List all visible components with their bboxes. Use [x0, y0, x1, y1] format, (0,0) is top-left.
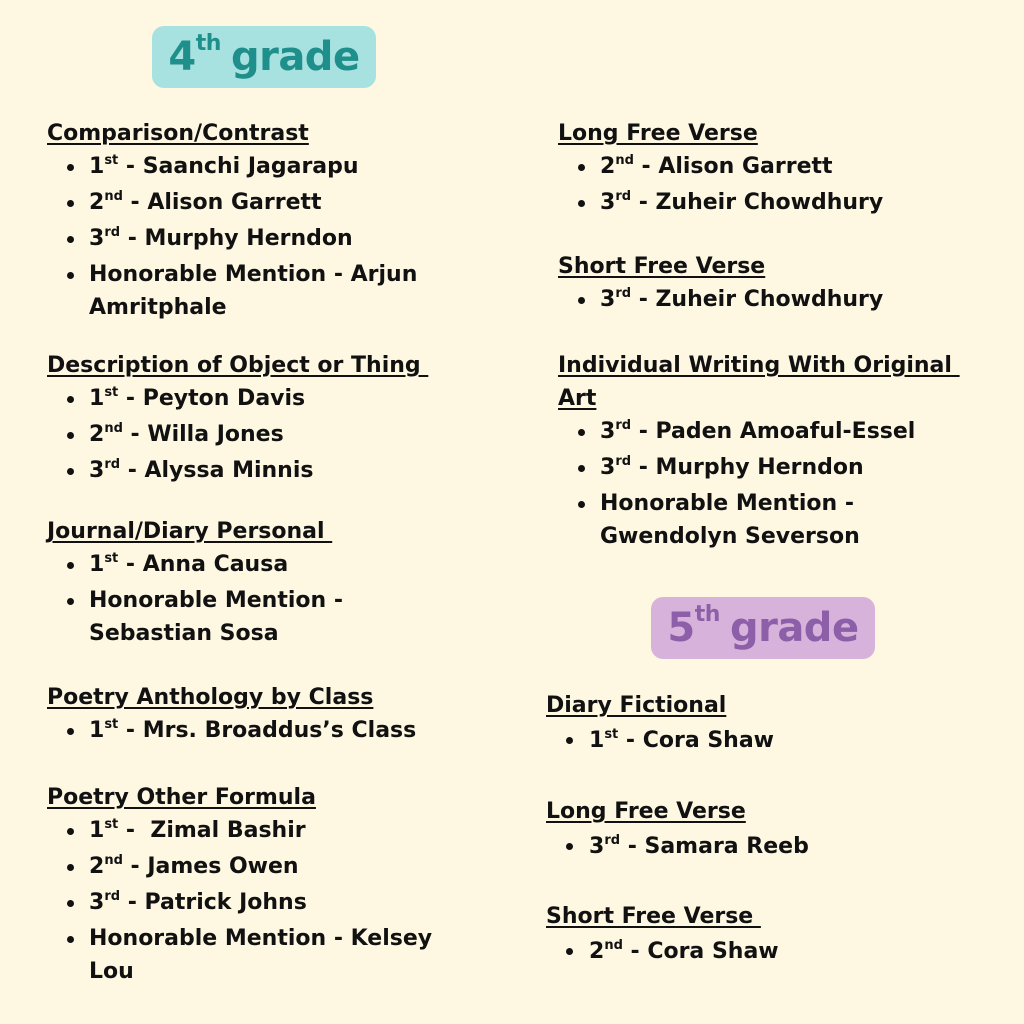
award-list: [47, 548, 467, 650]
award-list: [558, 283, 988, 319]
place-number: 2: [89, 190, 105, 215]
grade-5-suffix: th: [694, 601, 720, 627]
place-suffix: nd: [104, 189, 123, 204]
winner-text: - Paden Amoaful-Essel: [631, 419, 916, 444]
place-number: 1: [89, 818, 105, 843]
place-suffix: st: [104, 817, 119, 832]
award-item: [47, 850, 467, 886]
award-list: [47, 150, 467, 324]
place-number: 1: [89, 718, 105, 743]
place-number: 2: [589, 939, 605, 964]
award-item: [558, 487, 988, 553]
award-item: [47, 150, 467, 186]
award-item: [558, 150, 988, 186]
winner-text: - Willa Jones: [122, 422, 284, 447]
category-heading: Description of Object or Thing: [47, 353, 429, 378]
award-list: [558, 415, 988, 553]
place-number: 1: [89, 552, 105, 577]
place-number: 3: [600, 455, 616, 480]
place-suffix: nd: [615, 153, 634, 168]
place-number: 1: [89, 386, 105, 411]
winner-text: - Cora Shaw: [618, 728, 775, 753]
award-item: [558, 186, 988, 222]
place-number: 3: [600, 419, 616, 444]
award-list: [546, 934, 976, 972]
place-suffix: rd: [104, 225, 121, 240]
place-number: 2: [89, 854, 105, 879]
grade-5-number: 5: [667, 605, 695, 651]
winner-text: - Zuheir Chowdhury: [631, 190, 884, 215]
place-number: 3: [89, 226, 105, 251]
category-heading: Poetry Other Formula: [47, 785, 316, 810]
category-poetry-anthology: [47, 681, 467, 750]
place-suffix: nd: [104, 421, 123, 436]
award-item: [47, 584, 467, 650]
award-item: [47, 548, 467, 584]
award-list: [546, 829, 976, 867]
place-suffix: nd: [104, 853, 123, 868]
place-suffix: st: [104, 153, 119, 168]
place-suffix: rd: [615, 286, 632, 301]
award-item: [47, 886, 467, 922]
place-suffix: st: [104, 551, 119, 566]
category-heading: Diary Fictional: [546, 693, 727, 718]
category-long-free-verse-5th: [546, 795, 976, 867]
category-journal-diary-personal: [47, 515, 467, 650]
winner-text: - Saanchi Jagarapu: [118, 154, 359, 179]
award-item: [47, 418, 467, 454]
place-number: 1: [589, 728, 605, 753]
winner-text: Honorable Mention - Gwendolyn Severson: [600, 491, 860, 549]
award-item: [558, 415, 988, 451]
category-heading: Comparison/Contrast: [47, 121, 309, 146]
award-item: [47, 222, 467, 258]
award-item: [546, 829, 976, 867]
award-list: [47, 814, 467, 988]
award-item: [47, 454, 467, 490]
place-suffix: st: [104, 717, 119, 732]
award-item: [47, 258, 467, 324]
place-suffix: rd: [615, 454, 632, 469]
award-list: [558, 150, 988, 222]
winner-text: - Cora Shaw: [622, 939, 779, 964]
winner-text: - Samara Reeb: [620, 834, 809, 859]
place-suffix: rd: [604, 833, 621, 848]
place-suffix: st: [104, 385, 119, 400]
winner-text: Honorable Mention - Sebastian Sosa: [89, 588, 343, 646]
winner-text: - Mrs. Broaddus’s Class: [118, 718, 417, 743]
winner-text: Honorable Mention - Arjun Amritphale: [89, 262, 418, 320]
grade-5-label: grade: [729, 605, 859, 651]
place-number: 3: [600, 190, 616, 215]
grade-5-badge: [651, 597, 875, 659]
place-number: 1: [89, 154, 105, 179]
winner-text: - Zuheir Chowdhury: [631, 287, 884, 312]
place-number: 3: [89, 458, 105, 483]
award-item: [558, 283, 988, 319]
place-suffix: rd: [615, 418, 632, 433]
winner-text: - Murphy Herndon: [120, 226, 353, 251]
award-item: [47, 814, 467, 850]
place-number: 2: [600, 154, 616, 179]
grade-4-label: grade: [230, 34, 360, 80]
award-item: [47, 382, 467, 418]
category-comparison-contrast: [47, 117, 467, 324]
winner-text: - Anna Causa: [118, 552, 289, 577]
category-heading: Long Free Verse: [558, 121, 758, 146]
winner-text: - Peyton Davis: [118, 386, 306, 411]
winner-text: - Alison Garrett: [122, 190, 322, 215]
award-list: [47, 382, 467, 490]
category-heading: Long Free Verse: [546, 799, 746, 824]
winner-text: - Alison Garrett: [633, 154, 833, 179]
place-suffix: rd: [104, 457, 121, 472]
category-heading: Journal/Diary Personal: [47, 519, 333, 544]
category-long-free-verse-4th: [558, 117, 988, 222]
category-description-of-object: [47, 349, 467, 490]
grade-4-number: 4: [168, 34, 196, 80]
category-heading: Short Free Verse: [546, 904, 761, 929]
winner-text: Honorable Mention - Kelsey Lou: [89, 926, 433, 984]
grade-4-suffix: th: [195, 30, 221, 56]
place-number: 3: [89, 890, 105, 915]
category-short-free-verse-4th: [558, 250, 988, 319]
award-item: [47, 714, 467, 750]
award-item: [558, 451, 988, 487]
winner-text: - Murphy Herndon: [631, 455, 864, 480]
place-suffix: st: [604, 727, 619, 742]
category-poetry-other-formula: [47, 781, 467, 988]
winner-text: - Alyssa Minnis: [120, 458, 314, 483]
award-list: [546, 723, 976, 761]
category-short-free-verse-5th: [546, 900, 976, 972]
category-heading: Short Free Verse: [558, 254, 766, 279]
award-list: [47, 714, 467, 750]
winner-text: - Patrick Johns: [120, 890, 307, 915]
place-number: 2: [89, 422, 105, 447]
grade-4-badge: [152, 26, 376, 88]
place-number: 3: [589, 834, 605, 859]
category-heading: Individual Writing With Original Art: [558, 353, 960, 411]
place-number: 3: [600, 287, 616, 312]
award-item: [47, 922, 467, 988]
winner-text: - James Owen: [122, 854, 299, 879]
award-item: [47, 186, 467, 222]
category-individual-writing-art: [558, 349, 988, 553]
place-suffix: rd: [615, 189, 632, 204]
award-item: [546, 934, 976, 972]
award-item: [546, 723, 976, 761]
winner-text: - Zimal Bashir: [118, 818, 306, 843]
category-heading: Poetry Anthology by Class: [47, 685, 374, 710]
place-suffix: rd: [104, 889, 121, 904]
category-diary-fictional: [546, 689, 976, 761]
place-suffix: nd: [604, 938, 623, 953]
